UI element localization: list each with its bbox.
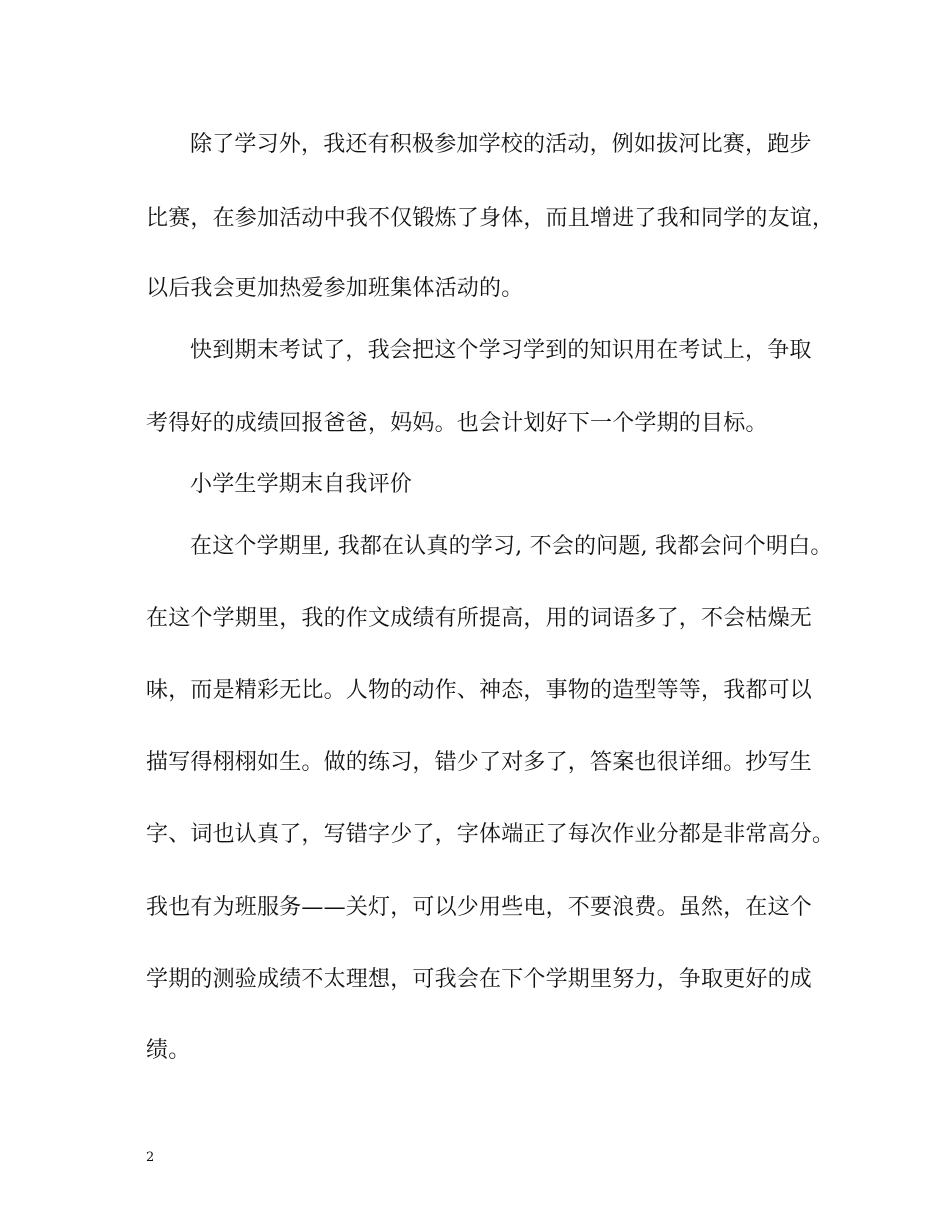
paragraph-2-line-1: 快到期末考试了，我会把这个学习学到的知识用在考试上，争取 [190, 338, 812, 363]
paragraph-3-line-4: 描写得栩栩如生。做的练习，错少了对多了，答案也很详细。抄写生 [146, 750, 813, 775]
paragraph-3-line-8: 绩。 [146, 1038, 191, 1063]
section-title: 小学生学期末自我评价 [190, 472, 413, 497]
paragraph-3-line-3: 味，而是精彩无比。人物的动作、神态，事物的造型等等，我都可以 [146, 678, 813, 703]
paragraph-3-line-6: 我也有为班服务——关灯，可以少用些电，不要浪费。虽然，在这个 [146, 895, 813, 920]
paragraph-1-line-2: 比赛，在参加活动中我不仅锻炼了身体，而且增进了我和同学的友谊， [146, 206, 835, 231]
paragraph-1-line-3: 以后我会更加热爱参加班集体活动的。 [146, 276, 524, 301]
page-number: 2 [146, 1150, 155, 1165]
paragraph-3-line-2: 在这个学期里，我的作文成绩有所提高，用的词语多了，不会枯燥无 [146, 606, 813, 631]
paragraph-3-line-1: 在这个学期里, 我都在认真的学习, 不会的问题, 我都会问个明白。 [190, 534, 833, 559]
paragraph-3-line-7: 学期的测验成绩不太理想，可我会在下个学期里努力，争取更好的成 [146, 967, 813, 992]
paragraph-1-line-1: 除了学习外，我还有积极参加学校的活动，例如拔河比赛，跑步 [190, 132, 812, 157]
paragraph-2-line-2: 考得好的成绩回报爸爸，妈妈。也会计划好下一个学期的目标。 [146, 411, 768, 436]
paragraph-3-line-5: 字、词也认真了，写错字少了，字体端正了每次作业分都是非常高分。 [146, 822, 835, 847]
